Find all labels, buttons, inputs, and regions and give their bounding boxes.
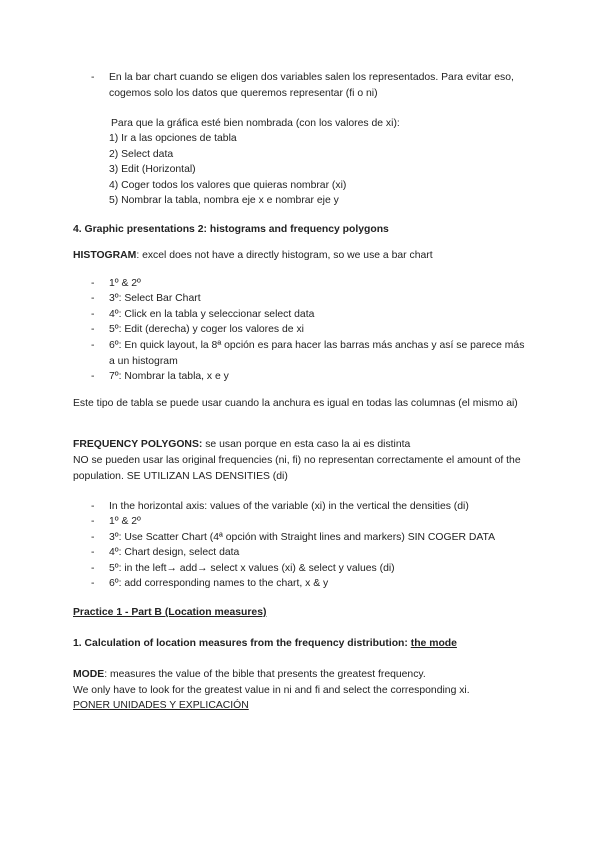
histogram-bullet: 7º: Nombrar la tabla, x e y	[109, 371, 229, 382]
histogram-bullet: 4º: Click en la tabla y seleccionar select data	[109, 309, 315, 320]
bullet-marker: -	[91, 563, 95, 574]
bullet-marker: -	[91, 516, 95, 527]
freq-bullet: 5º: in the left→ add→ select x values (xi) & select y values (di)	[109, 563, 395, 574]
mode-label: MODE	[73, 669, 105, 680]
practice-title: Practice 1 - Part B (Location measures)	[73, 607, 267, 618]
mode-text: : measures the value of the bible that presents the greatest frequency.	[104, 669, 426, 680]
bullet-marker: -	[91, 578, 95, 589]
histogram-label: HISTOGRAM	[73, 250, 137, 261]
bullet-marker: -	[91, 324, 95, 335]
freq-bullet: 4º: Chart design, select data	[109, 547, 240, 558]
histogram-bullet: 1º & 2º	[109, 278, 141, 289]
histogram-bullet: 5º: Edit (derecha) y coger los valores de xi	[109, 324, 304, 335]
freq-bullet: 3º: Use Scatter Chart (4ª opción with Straight lines and markers) SIN COGER DATA	[109, 532, 496, 543]
intro-sub-heading: Para que la gráfica esté bien nombrada (con los valores de xi):	[111, 118, 400, 129]
freq-bullet: 6º: add corresponding names to the chart, x & y	[109, 578, 329, 589]
intro-bullet-text: En la bar chart cuando se eligen dos variables salen los representados. Para evitar eso, cogemos solo los datos que queremos representar (fi o ni)	[109, 72, 514, 99]
section-1-title-underlined: the mode	[410, 638, 457, 649]
mode-line-2: We only have to look for the greatest value in ni and fi and select the corresponding xi.	[73, 684, 470, 696]
bullet-marker: -	[91, 547, 95, 558]
note-paragraph: Este tipo de tabla se puede usar cuando la anchura es igual en todas las columnas (el mismo ai)	[73, 398, 518, 409]
freq-polygons-text: se usan porque en esta caso la ai es distinta	[202, 439, 411, 450]
bullet-marker: -	[91, 532, 95, 543]
bullet-marker: -	[91, 501, 95, 512]
histogram-bullet: 3º: Select Bar Chart	[109, 293, 201, 304]
freq-bullet: In the horizontal axis: values of the variable (xi) in the vertical the densities (di)	[109, 501, 469, 512]
histogram-text: : excel does not have a directly histogram, so we use a bar chart	[136, 250, 433, 261]
mode-paragraph	[73, 667, 533, 714]
histogram-bullet: 6º: En quick layout, la 8ª opción es para hacer las barras más anchas y así se parece más a un histogram	[109, 340, 525, 367]
section-4-title: 4. Graphic presentations 2: histograms and frequency polygons	[73, 224, 389, 235]
freq-polygons-paragraph: NO se pueden usar las original frequencies (ni, fi) no representan correctamente el amount of the population. SE UTILIZAN LAS DENSITIES (di)	[73, 455, 521, 482]
freq-polygons-label: FREQUENCY POLYGONS:	[73, 439, 203, 450]
bullet-marker: -	[91, 293, 95, 304]
histogram-paragraph	[73, 248, 533, 264]
intro-step: 3) Edit (Horizontal)	[109, 164, 196, 175]
bullet-marker: -	[91, 340, 95, 351]
intro-step: 2) Select data	[109, 148, 174, 160]
section-1-title-text: 1. Calculation of location measures from the frequency distribution:	[73, 638, 411, 649]
intro-step: 1) Ir a las opciones de tabla	[109, 133, 237, 144]
intro-step: 5) Nombrar la tabla, nombra eje x e nombrar eje y	[109, 195, 339, 206]
mode-line-3: PONER UNIDADES Y EXPLICACIÓN	[73, 700, 249, 711]
freq-bullet: 1º & 2º	[109, 516, 141, 527]
section-1-title	[73, 636, 533, 652]
intro-steps-list	[109, 131, 529, 209]
intro-step: 4) Coger todos los valores que quieras nombrar (xi)	[109, 179, 347, 191]
bullet-marker: -	[91, 72, 95, 83]
freq-polygons-heading	[73, 437, 533, 453]
bullet-marker: -	[91, 371, 95, 382]
bullet-marker: -	[91, 278, 95, 289]
bullet-marker: -	[91, 309, 95, 320]
